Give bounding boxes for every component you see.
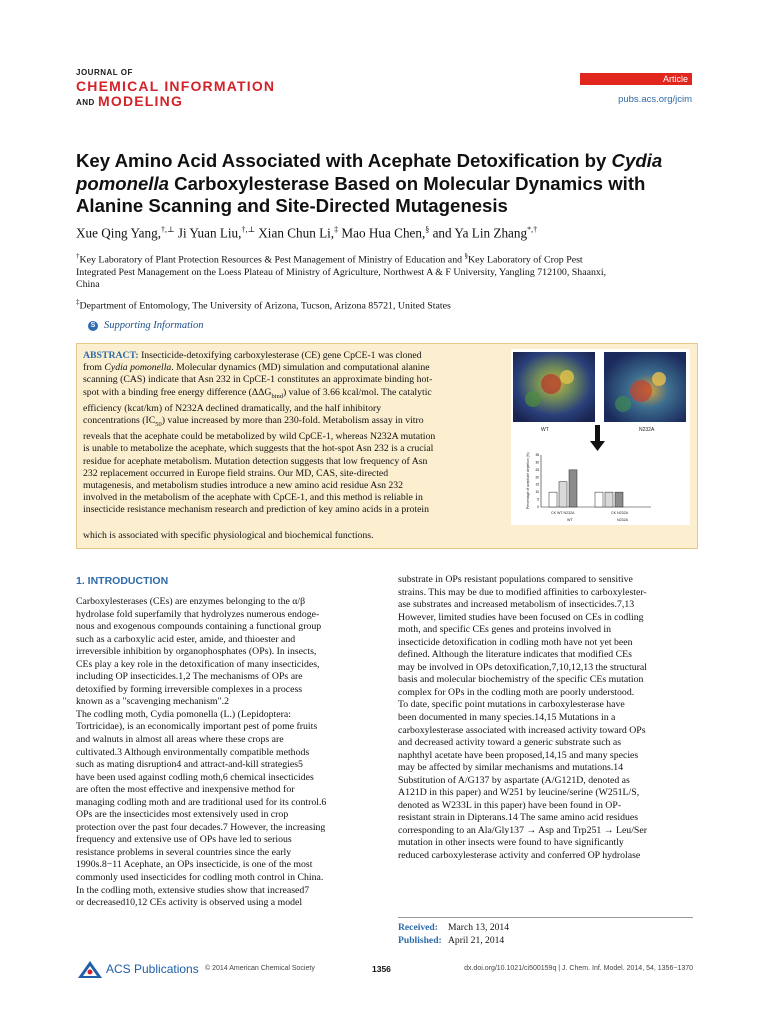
text-line: basis and molecular biochemistry of the specific CEs mutation: [398, 674, 644, 686]
y-tick-label: 5: [537, 497, 539, 502]
toc-graphic-svg: [511, 349, 690, 525]
toc-graphic: [511, 349, 690, 525]
text-line: OPs are the insecticides most extensively used in crop: [76, 809, 289, 821]
journal-and-label: AND: [76, 98, 95, 107]
toc-xgroup2: CK N232A: [611, 511, 628, 515]
journal-of-label: JOURNAL OF: [76, 68, 133, 77]
text-line: and decreased activity toward a generic substrate such as: [398, 737, 622, 749]
text-line: To date, specific point mutations in carboxylesterase have: [398, 699, 625, 711]
chart-bar: [615, 492, 623, 507]
toc-label-wt: WT: [541, 427, 549, 433]
toc-ylabel: Percentage of acephate depletion (%): [526, 452, 530, 509]
chart-bar: [559, 482, 567, 507]
text-line: managing codling moth and are traditional used for its control.6: [76, 796, 327, 808]
text-line: moth, and specific CEs genes and proteins involved in: [398, 624, 612, 636]
affiliation-ddagger: ‡Department of Entomology, The University of Arizona, Tucson, Arizona 85721, United States: [76, 298, 451, 312]
affiliation-dagger: †Key Laboratory of Plant Protection Resources & Pest Management of Ministry of Education and §Key Laboratory of Crop Pest Integrated Pest Management on the Loess Plateau of Ministry of Agriculture, Northwest A & F University, Yangling 712100, Shaanxi, China: [76, 252, 607, 291]
toc-label-n232a: N232A: [639, 427, 655, 433]
citation-doi-link[interactable]: dx.doi.org/10.1021/ci500159q | J. Chem. Inf. Model. 2014, 54, 1356−1370: [464, 965, 693, 972]
text-line: nous and exogenous compounds containing a functional group: [76, 621, 322, 633]
text-line: are often the most effective and inexpensive method for: [76, 784, 295, 796]
down-arrow-icon: [590, 441, 605, 451]
journal-name-line1: CHEMICAL INFORMATION: [76, 78, 276, 94]
text-line: commonly used insecticides for codling moth control in China.: [76, 872, 324, 884]
text-line: detoxified by forming irreversible complexes in a process: [76, 683, 303, 695]
paper-title: Key Amino Acid Associated with Acephate Detoxification by Cydia pomonella Carboxylesterase Based on Molecular Dynamics with Alanine Scanning and Site-Directed Mutagenesis: [76, 150, 663, 216]
text-line: complex for OPs in the codling moth are poorly understood.: [398, 686, 635, 698]
acephate-bar-chart: [535, 453, 651, 509]
text-line: frequency and extensive use of OPs have led to serious: [76, 834, 292, 846]
acs-logo-icon: [76, 960, 104, 985]
article-type-tag: Article: [580, 73, 692, 85]
text-line: known as a "scavenging mechanism".2: [76, 696, 230, 708]
y-tick-label: 20: [535, 475, 539, 480]
dates-divider: [398, 917, 693, 918]
text-line: irreversible inhibition by organophosphates (OPs). In insects,: [76, 646, 317, 658]
text-line: insecticide detoxification in codling moth have not yet been: [398, 636, 633, 648]
text-line: In the codling moth, extensive studies show that increased7: [76, 884, 310, 896]
text-line: or decreased10,12 CEs activity is observed using a model: [76, 897, 303, 909]
text-line: corresponding to an Ala/Gly137 → Asp and Trp251 → Leu/Ser: [398, 824, 647, 836]
supporting-information-link[interactable]: [88, 320, 203, 331]
text-line: resistance problems in several countries since the early: [76, 846, 292, 858]
text-line: such as mating disruption4 and attract-and-kill strategies5: [76, 759, 303, 771]
text-line: Tortricidae), is an economically important pest of pome fruits: [76, 721, 318, 733]
text-line: such as a carboxylic acid ester, amide, and thioester and: [76, 633, 296, 645]
y-tick-label: 15: [535, 482, 539, 487]
section-heading-introduction: 1. INTRODUCTION: [76, 575, 169, 587]
chart-bar: [569, 470, 577, 507]
chart-bar: [605, 492, 613, 507]
text-line: CEs play a key role in the detoxification of many insecticides,: [76, 658, 320, 670]
text-line: substrate in OPs resistant populations compared to sensitive: [398, 574, 633, 585]
supporting-info-icon: S: [88, 321, 98, 331]
supporting-info-label: Supporting Information: [104, 320, 204, 331]
y-tick-label: 25: [535, 467, 539, 472]
text-line: The codling moth, Cydia pomonella (L.) (Lepidoptera:: [76, 708, 291, 720]
text-line: hydrolase fold superfamily that hydrolyzes numerous endoge-: [76, 608, 320, 620]
y-tick-label: 0: [537, 505, 539, 509]
text-line: A121D in this paper) and W251 by leucine/serine (W251L/S,: [398, 787, 640, 799]
text-line: denoted as W233L in this paper) have been found in OP-: [398, 799, 622, 811]
text-line: reduced carboxylesterase activity and conferred OP hydrolase: [398, 850, 641, 862]
text-line: cultivated.3 Although environmentally compatible methods: [76, 746, 310, 758]
toc-xgroup1: CK WT N232A: [551, 511, 575, 515]
text-line: mutation in other insects were found to have significantly: [398, 837, 624, 849]
left-column-text: [76, 596, 368, 910]
published-date: Published: April 21, 2014: [398, 935, 505, 946]
text-line: naphthyl acetate have been proposed,14,15 and many species: [398, 749, 639, 761]
text-line: resistant strain in Dipterans.14 The same amino acid residues: [398, 812, 639, 824]
text-line: Carboxylesterases (CEs) are enzymes belonging to the α/β: [76, 596, 306, 607]
text-line: have been used against codling moth,6 chemical insecticides: [76, 771, 314, 783]
text-line: 1990s.8−11 Acephate, an OPs insecticide, is one of the most: [76, 859, 313, 871]
text-line: However, limited studies have been focused on CEs in codling: [398, 611, 644, 623]
chart-bar: [595, 492, 603, 507]
chart-bar: [549, 492, 557, 507]
text-line: may be affected by similar mechanisms and mutations.14: [398, 762, 624, 774]
acs-publications-label: ACS Publications: [106, 962, 199, 976]
copyright: © 2014 American Chemical Society: [205, 965, 315, 972]
text-line: including OP insecticides.1,2 The mechanisms of OPs are: [76, 671, 303, 683]
y-tick-label: 10: [535, 490, 539, 495]
text-line: protection over the past four decades.7 However, the increasing: [76, 821, 326, 833]
text-line: carboxylesterase associated with increased activity toward OPs: [398, 724, 646, 736]
received-date: Received: March 13, 2014: [398, 922, 510, 933]
journal-url-link[interactable]: pubs.acs.org/jcim: [618, 94, 692, 105]
text-line: and walnuts in almost all areas where these crops are: [76, 734, 284, 746]
y-tick-label: 30: [535, 460, 539, 465]
text-line: defined. Although the literature indicates that modified CEs: [398, 649, 632, 661]
text-line: ase substrates and increased metabolism of insecticides.7,13: [398, 599, 635, 611]
text-line: been documented in many species.14,15 Mutations in a: [398, 712, 616, 724]
page-number: 1356: [372, 964, 391, 974]
text-line: Substitution of A/G137 by aspartate (A/G121D, denoted as: [398, 774, 630, 786]
text-line: strains. This may be due to modified affinities to carboxylester-: [398, 586, 647, 598]
toc-xsub2: N232A: [617, 518, 628, 522]
toc-xsub1: WT: [567, 518, 573, 522]
abstract-text: ABSTRACT: Insecticide-detoxifying carboxylesterase (CE) gene CpCE-1 was cloned from Cydia pomonella. Molecular dynamics (MD) simulation and computational alanine scanning (CAS) indicate that Asn 232 in CpCE-1 constitutes an approximate binding hot- spot with a binding free energy difference $(\Delta\Delta G_{bind})$ value of 3.66 kcal/mol. The catalytic efficiency (kcat/km) of N232A declined dramatically, and the half inhibitory concentrations $(IC_{50})$ value increased by more than 230-fold. Metabolism assay in vitro reveals that the acephate could be metabolized by wild CpCE-1, whereas N232A mutation is unable to metabolize the acephate, which suggests that the hot-spot Asn 232 is a crucial residue for acephate metabolism. Mutation detection suggests that low frequency of Asn 232 replacement occurred in Europe field strains. Our MD, CAS, site-directed mutagenesis, and metabolism studies introduce a new amino acid residue Asn 232 involved in the metabolism of the acephate with CpCE-1, and this method is reliable in insecticide resistance mechanism research and prediction of key amino acids in a protein: [83, 350, 436, 516]
abstract-last-line: which is associated with specific physiological and biochemical functions.: [83, 530, 374, 541]
author-list: Xue Qing Yang,†,⊥ Ji Yuan Liu,†,⊥ Xian Chun Li,‡ Mao Hua Chen,§ and Ya Lin Zhang*,†: [76, 225, 538, 241]
text-line: may be involved in OPs detoxification,7,10,12,13 the structural: [398, 661, 647, 673]
y-tick-label: 35: [535, 453, 539, 457]
journal-name-line2: MODELING: [98, 93, 184, 109]
right-column-text: [398, 574, 693, 863]
